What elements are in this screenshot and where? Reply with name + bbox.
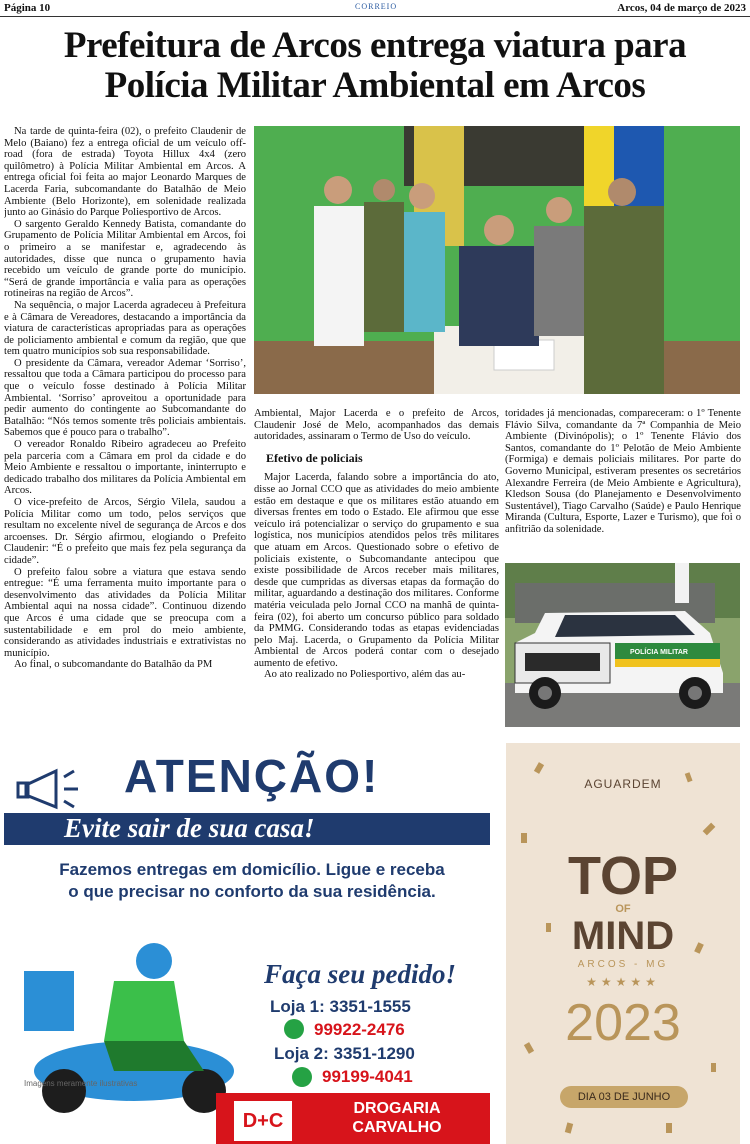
top-of-mind-advertisement (506, 743, 740, 1144)
brand-name-line: DROGARIA (353, 1100, 441, 1117)
ceremony-photo (254, 126, 740, 394)
article-paragraph: O prefeito falou sobre a viatura que estava sendo entregue: “É uma ferramenta muito importante para o desenvolvimento das atividades da Polícia Militar Ambiental aqui na nossa cidade”. Continuou dizendo que Arcos é uma cidade que se preocupa com a sustentabilidade e em prol do meio ambiente, considerando as atividades industriais e extrativistas no município. (4, 566, 246, 659)
page-number: Página 10 (4, 2, 51, 14)
article-headline: Prefeitura de Arcos entrega viatura para Polícia Militar Ambiental em Arcos (63, 25, 687, 106)
article-column-3 (505, 408, 741, 556)
top-of-mind-logo-mind: MIND (571, 914, 675, 958)
top-of-mind-city: ARCOS - MG (577, 959, 669, 970)
article-paragraph: O sargento Geraldo Kennedy Batista, comandante do Grupamento de Polícia Militar Ambiental em Arcos, foi o primeiro a se manifestar e, agradecendo às autoridades, disse que nunca o grupamento havia recebido um veículo de grande porte do município. “Será de grande importância e valia para as operações rotineiras na região de Arcos”. (4, 218, 246, 300)
brand-name-line: CARVALHO (352, 1119, 442, 1136)
megaphone-icon (16, 767, 86, 807)
article-paragraph: Major Lacerda, falando sobre a importância do ato, disse ao Jornal CCO que as atividades do meio ambiente estão em destaque e que os militares estão atuando em diversas frentes em todo o Estado. Ele afirmou que esse veículo irá potencializar o serviço do grupamento e sua logística, nos municípios atendidos pelos três militares que atuam em Arcos. Questionado sobre o efetivo de policiais existente, o Subcomandante antecipou que existe possibilidade de Arcos receber mais militares, desde que cumpridas as diversas etapas da formação do militar, aguardando a destinação dos militares. Conforme matéria veiculada pelo Jornal CCO na manhã de quinta-feira (02), foi aberto um concurso público para soldado da PMMG. Considerando todas as etapas evidenciadas pelo Maj. Lacerda, o Grupamento da Polícia Militar Ambiental de Arcos poderá contar com o desejado aumento de efetivo. (254, 472, 499, 669)
top-of-mind-logo-top: TOP (567, 846, 679, 906)
store-1-phone: Loja 1: 3351-1555 (270, 997, 411, 1016)
vehicle-photo (505, 563, 740, 727)
article-column-1 (4, 126, 246, 728)
edition-date: Arcos, 04 de março de 2023 (617, 2, 746, 14)
brand-name (304, 1099, 490, 1137)
article-paragraph: Ao ato realizado no Poliesportivo, além das au- (264, 669, 466, 681)
store-2-whatsapp: 99199-4041 (322, 1067, 413, 1086)
ad2-teaser: AGUARDEM (584, 777, 662, 791)
ad-body (14, 859, 490, 903)
page-header (0, 0, 750, 17)
article-paragraph: O vereador Ronaldo Ribeiro agradeceu ao Prefeito pela parceria com a Câmara em prol da cidade e do Meio Ambiente e ressaltou o importante, ininterrupto e dedicado trabalho dos militares da Polícia Ambiental em Arcos. (4, 439, 246, 497)
article-column-2 (254, 408, 499, 728)
whatsapp-icon (292, 1067, 312, 1087)
ad-title: ATENÇÃO! (124, 750, 380, 802)
article-paragraph: toridades já mencionadas, compareceram: o 1º Tenente Flávio Silva, comandante da 7ª Companhia de Meio Ambiente (Divinópolis); o 1º Tenente Flávio dos Santos, comandante do 1º Pelotão de Meio Ambiente (Formiga) e demais policiais militares. Por parte do Governo Municipal, estiveram presentes os secretários Alexandre Ferreira (de Meio Ambiente e Agricultura), Kledson Sousa (do Planejamento e Desenvolvimento Sustentável), Tiago Carvalho (Saúde) e Paulo Henrique Miranda (Cultura, Esporte, Lazer e Turismo), que foi o anfitrião da solenidade. (505, 408, 741, 535)
article-paragraph: O presidente da Câmara, vereador Ademar ‘Sorriso’, ressaltou que toda a Câmara participou do processo para que o veículo fosse destinado à Polícia Militar Ambiental. ‘Sorriso’ aproveitou a oportunidade para pedir aumento do contingente ao Subcomandante do Batalhão: “Nós temos somente três policiais ambientais. Sabemos que é pouco para o trabalho”. (4, 357, 246, 439)
ad-body-line: Fazemos entregas em domicílio. Ligue e receba (59, 860, 445, 879)
article-paragraph: Ao final, o subcomandante do Batalhão da PM (14, 659, 213, 671)
ad-banner: Evite sair de sua casa! (64, 813, 315, 843)
vehicle-decal: POLÍCIA MILITAR (630, 649, 688, 656)
article-paragraph: Na tarde de quinta-feira (02), o prefeito Claudenir de Melo (Baiano) fez a entrega oficial de um veículo off-road (fora de estrada) Toyota Hillux 4x4 (zero quilômetro) à Polícia Militar Ambiental em Arcos. A entrega oficial foi feita ao major Leonardo Marques de Lacerda Faria, subcomandante do Batalhão de Meio Ambiente (Belo Horizonte), em solenidade realizada junto ao Ginásio do Parque Poliesportivo de Arcos. (4, 126, 246, 219)
stars-row: ★★★★★ (586, 975, 660, 989)
pharmacy-advertisement (4, 741, 490, 1144)
ad-cta: Faça seu pedido! (264, 959, 456, 989)
article-paragraph: Ambiental, Major Lacerda e o prefeito de Arcos, Claudenir José de Melo, acompanhados das demais autoridades, assinaram o Termo de Uso do veículo. (254, 408, 499, 443)
section-subhead: Efetivo de policiais (266, 450, 363, 465)
store-2-phone: Loja 2: 3351-1290 (274, 1044, 415, 1063)
delivery-scooter-illustration (4, 921, 244, 1121)
ad-body-line: o que precisar no conforto da sua residência. (68, 882, 436, 901)
drogaria-logo: D+C (232, 1099, 294, 1143)
ad-disclaimer: Imagens meramente ilustrativas (24, 1079, 138, 1088)
store-1-whatsapp: 99922-2476 (314, 1020, 405, 1039)
whatsapp-icon (284, 1019, 304, 1039)
article-paragraph: O vice-prefeito de Arcos, Sérgio Vilela, saudou a Polícia Militar como um todo, pelos serviços que resultam no excelente nível de segurança de Arcos e dos arcoenses. Dr. Sérgio afirmou, elogiando o Prefeito Claudenir: “É o prefeito que mais fez pela segurança da cidade”. (4, 497, 246, 566)
event-date-badge: DIA 03 DE JUNHO (560, 1086, 688, 1108)
article-paragraph: Na sequência, o major Lacerda agradeceu à Prefeitura e à Câmara de Vereadores, destacando a importância da viatura de características apropriadas para as operações de policiamento ambiental e comum da região, que que tem quatro municípios sob sua responsabilidade. (4, 299, 246, 358)
masthead-logo: CORREIO (355, 2, 398, 11)
event-year: 2023 (565, 994, 681, 1052)
top-of-mind-logo-of: OF (615, 903, 631, 915)
